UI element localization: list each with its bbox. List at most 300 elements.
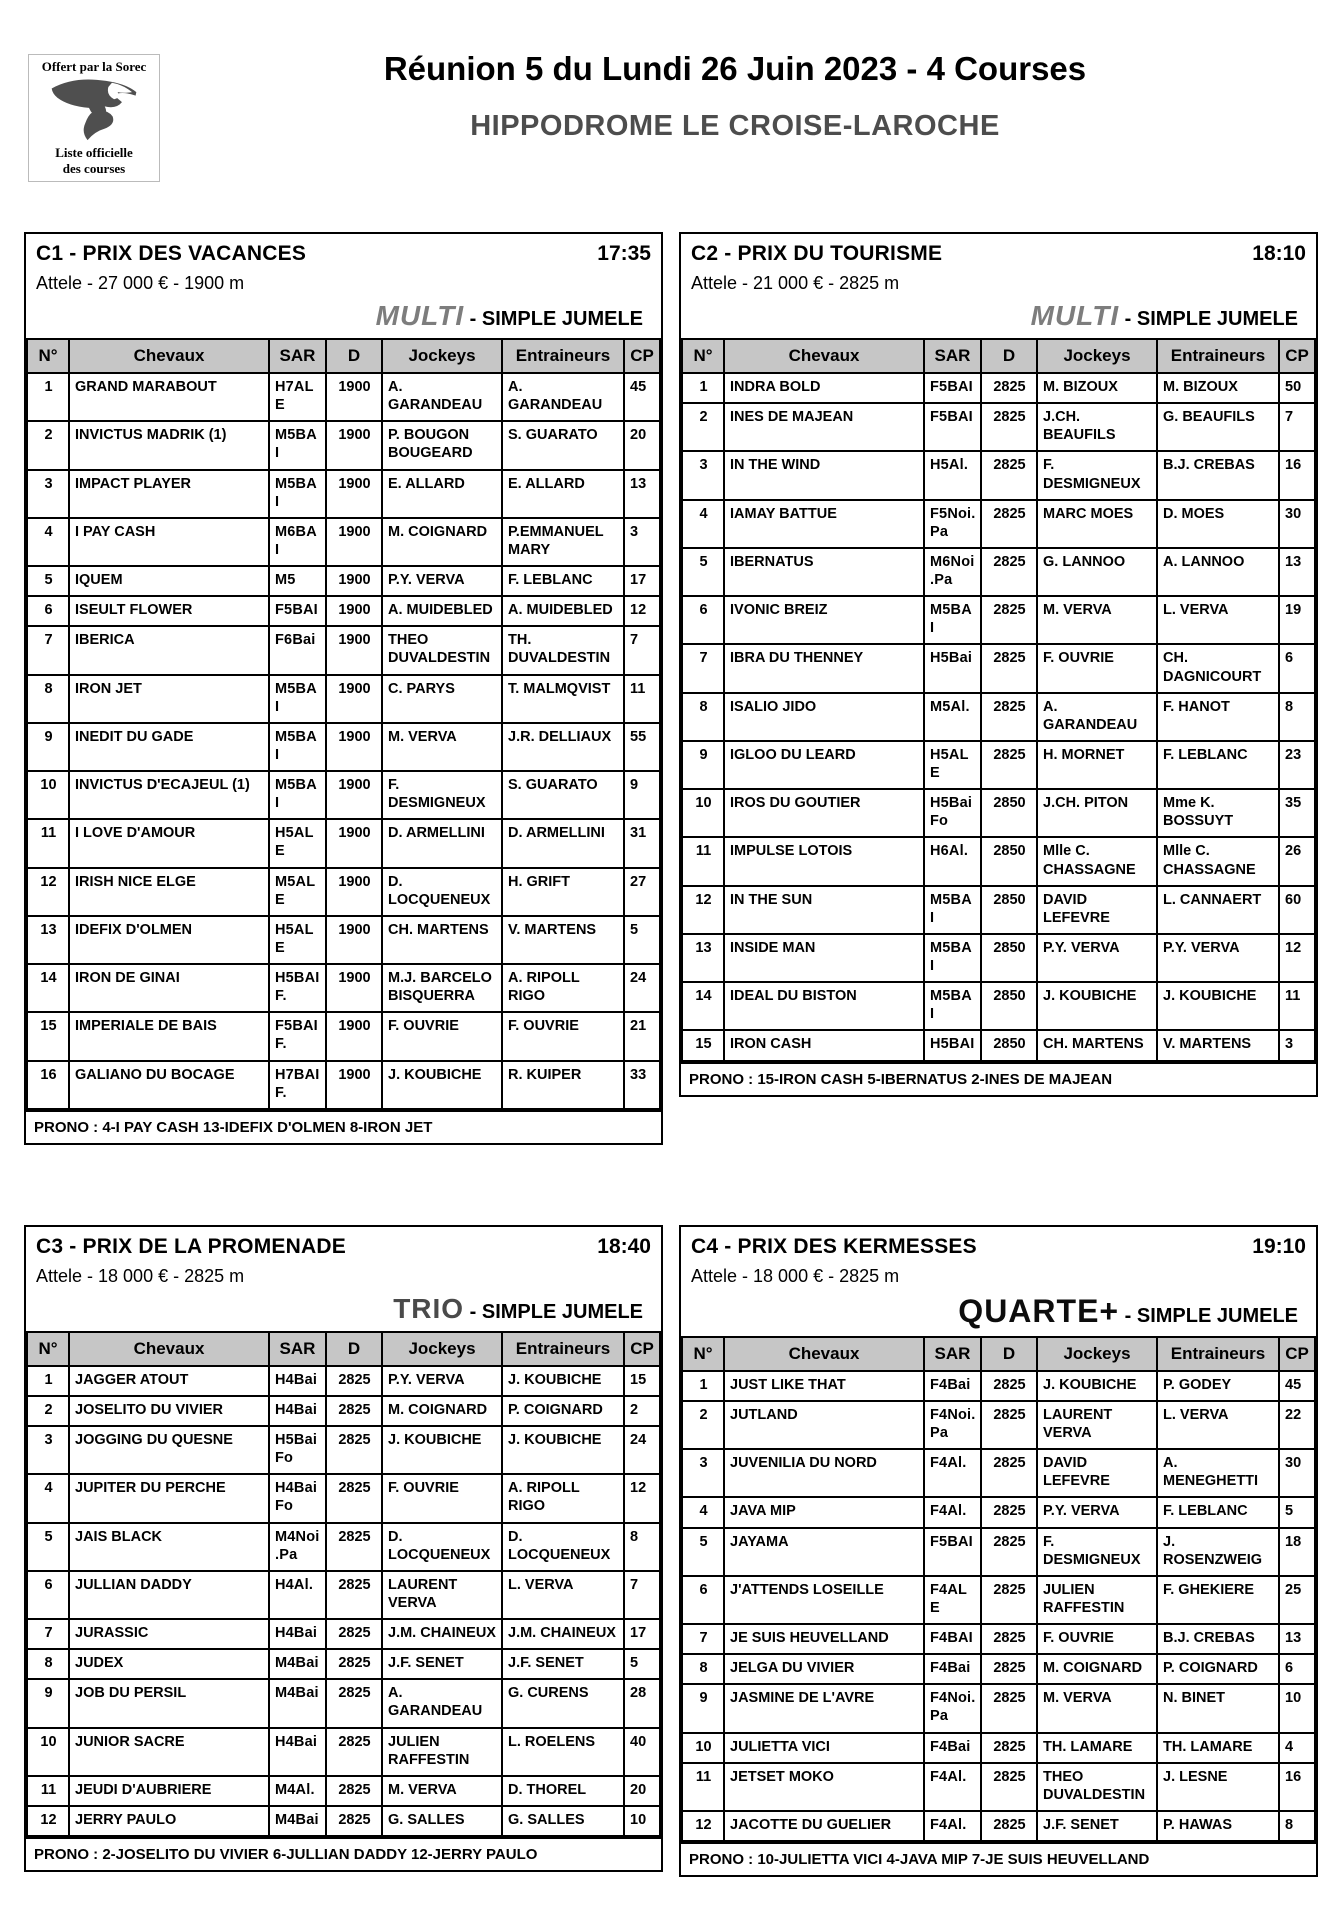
column-header-trainer: Entraineurs bbox=[502, 1332, 624, 1366]
cell-d: 1900 bbox=[326, 771, 382, 819]
column-header-cp: CP bbox=[624, 1332, 660, 1366]
cell-jockey: D. LOCQUENEUX bbox=[382, 868, 502, 916]
cell-trainer: A. MENEGHETTI bbox=[1157, 1449, 1279, 1497]
column-header-num: N° bbox=[682, 339, 724, 373]
cell-sar: H4Bai bbox=[269, 1366, 326, 1396]
race-conditions: Attele - 27 000 € - 1900 m bbox=[36, 273, 245, 293]
column-header-trainer: Entraineurs bbox=[502, 339, 624, 373]
table-row bbox=[682, 1684, 1315, 1732]
cell-trainer: D. THOREL bbox=[502, 1776, 624, 1806]
table-row bbox=[27, 421, 660, 469]
cell-cp: 21 bbox=[624, 1012, 660, 1060]
cell-horse: IMPERIALE DE BAIS bbox=[69, 1012, 269, 1060]
cell-cp: 26 bbox=[1279, 837, 1315, 885]
cell-trainer: S. GUARATO bbox=[502, 421, 624, 469]
cell-sar: H4Al. bbox=[269, 1571, 326, 1619]
cell-cp: 27 bbox=[624, 868, 660, 916]
cell-sar: H5BAI bbox=[924, 1030, 981, 1060]
cell-trainer: V. MARTENS bbox=[502, 916, 624, 964]
cell-trainer: TH. DUVALDESTIN bbox=[502, 626, 624, 674]
table-row bbox=[27, 1426, 660, 1474]
cell-horse: IBRA DU THENNEY bbox=[724, 644, 924, 692]
cell-jockey: A. MUIDEBLED bbox=[382, 596, 502, 626]
cell-d: 2825 bbox=[981, 693, 1037, 741]
cell-d: 2825 bbox=[981, 1733, 1037, 1763]
cell-horse: JAIS BLACK bbox=[69, 1523, 269, 1571]
cell-sar: M5ALE bbox=[269, 868, 326, 916]
table-row bbox=[27, 1806, 660, 1836]
race-header bbox=[681, 1227, 1316, 1336]
cell-d: 2825 bbox=[981, 500, 1037, 548]
cell-jockey: D. ARMELLINI bbox=[382, 819, 502, 867]
cell-d: 2850 bbox=[981, 789, 1037, 837]
cell-num: 7 bbox=[682, 1624, 724, 1654]
cell-d: 1900 bbox=[326, 819, 382, 867]
cell-horse: JUPITER DU PERCHE bbox=[69, 1474, 269, 1522]
race-title: C4 - PRIX DES KERMESSES bbox=[691, 1234, 977, 1258]
cell-d: 2825 bbox=[981, 548, 1037, 596]
cell-jockey: E. ALLARD bbox=[382, 470, 502, 518]
cell-d: 2850 bbox=[981, 934, 1037, 982]
cell-d: 2825 bbox=[981, 373, 1037, 403]
cell-trainer: M. BIZOUX bbox=[1157, 373, 1279, 403]
cell-cp: 4 bbox=[1279, 1733, 1315, 1763]
cell-trainer: A. MUIDEBLED bbox=[502, 596, 624, 626]
bet-type-line bbox=[691, 1287, 1306, 1334]
cell-horse: JACOTTE DU GUELIER bbox=[724, 1811, 924, 1841]
cell-sar: H4Bai bbox=[269, 1619, 326, 1649]
cell-sar: M5BAI bbox=[269, 421, 326, 469]
table-row bbox=[27, 1619, 660, 1649]
bet-type-line bbox=[36, 294, 651, 336]
horse-icon bbox=[36, 77, 152, 143]
race-section-c2 bbox=[679, 232, 1318, 1097]
cell-d: 1900 bbox=[326, 596, 382, 626]
cell-horse: IRISH NICE ELGE bbox=[69, 868, 269, 916]
cell-jockey: J.M. CHAINEUX bbox=[382, 1619, 502, 1649]
cell-jockey: CH. MARTENS bbox=[382, 916, 502, 964]
cell-trainer: Mlle C. CHASSAGNE bbox=[1157, 837, 1279, 885]
table-row bbox=[27, 1523, 660, 1571]
cell-jockey: M. VERVA bbox=[1037, 596, 1157, 644]
column-header-d: D bbox=[326, 339, 382, 373]
cell-d: 2825 bbox=[981, 1654, 1037, 1684]
cell-horse: IGLOO DU LEARD bbox=[724, 741, 924, 789]
cell-sar: H5ALE bbox=[924, 741, 981, 789]
cell-sar: F4Bai bbox=[924, 1733, 981, 1763]
cell-jockey: M. VERVA bbox=[1037, 1684, 1157, 1732]
cell-jockey: F. DESMIGNEUX bbox=[1037, 1528, 1157, 1576]
cell-horse: IQUEM bbox=[69, 566, 269, 596]
table-row bbox=[682, 741, 1315, 789]
cell-num: 4 bbox=[682, 1497, 724, 1527]
prono-line: PRONO : 4-I PAY CASH 13-IDEFIX D'OLMEN 8-IRON JET bbox=[26, 1110, 661, 1143]
cell-cp: 12 bbox=[1279, 934, 1315, 982]
cell-horse: IDEFIX D'OLMEN bbox=[69, 916, 269, 964]
table-row bbox=[27, 470, 660, 518]
table-row bbox=[27, 373, 660, 421]
table-row bbox=[682, 1763, 1315, 1811]
cell-num: 9 bbox=[27, 1679, 69, 1727]
cell-trainer: J. KOUBICHE bbox=[1157, 982, 1279, 1030]
cell-jockey: F. OUVRIE bbox=[382, 1012, 502, 1060]
cell-horse: GALIANO DU BOCAGE bbox=[69, 1061, 269, 1109]
cell-num: 4 bbox=[27, 518, 69, 566]
cell-cp: 7 bbox=[624, 626, 660, 674]
cell-trainer: L. VERVA bbox=[1157, 596, 1279, 644]
cell-cp: 31 bbox=[624, 819, 660, 867]
cell-cp: 24 bbox=[624, 964, 660, 1012]
column-header-jockey: Jockeys bbox=[382, 1332, 502, 1366]
cell-d: 2825 bbox=[326, 1619, 382, 1649]
cell-d: 2825 bbox=[981, 1684, 1037, 1732]
cell-num: 8 bbox=[682, 693, 724, 741]
cell-num: 8 bbox=[27, 1649, 69, 1679]
cell-num: 5 bbox=[682, 548, 724, 596]
column-header-horse: Chevaux bbox=[724, 1337, 924, 1371]
cell-sar: F5BAI bbox=[924, 403, 981, 451]
cell-jockey: M. VERVA bbox=[382, 723, 502, 771]
cell-cp: 5 bbox=[624, 1649, 660, 1679]
table-row bbox=[682, 886, 1315, 934]
cell-num: 8 bbox=[27, 675, 69, 723]
cell-horse: IBERNATUS bbox=[724, 548, 924, 596]
table-row bbox=[682, 982, 1315, 1030]
cell-num: 1 bbox=[27, 1366, 69, 1396]
races-grid bbox=[24, 232, 1309, 1877]
cell-d: 2825 bbox=[981, 1763, 1037, 1811]
cell-jockey: THEO DUVALDESTIN bbox=[1037, 1763, 1157, 1811]
cell-horse: JERRY PAULO bbox=[69, 1806, 269, 1836]
table-row bbox=[682, 1497, 1315, 1527]
cell-num: 15 bbox=[682, 1030, 724, 1060]
table-row bbox=[682, 1733, 1315, 1763]
race-start-time: 17:35 bbox=[597, 242, 651, 265]
cell-trainer: L. CANNAERT bbox=[1157, 886, 1279, 934]
cell-sar: H6Al. bbox=[924, 837, 981, 885]
cell-d: 2850 bbox=[981, 982, 1037, 1030]
race-title: C2 - PRIX DU TOURISME bbox=[691, 242, 943, 265]
cell-d: 2850 bbox=[981, 1030, 1037, 1060]
runners-table bbox=[681, 1336, 1316, 1842]
cell-cp: 8 bbox=[1279, 1811, 1315, 1841]
cell-num: 2 bbox=[682, 1401, 724, 1449]
table-row bbox=[27, 1571, 660, 1619]
table-row bbox=[682, 934, 1315, 982]
cell-num: 14 bbox=[682, 982, 724, 1030]
cell-num: 14 bbox=[27, 964, 69, 1012]
bet-type-line bbox=[691, 294, 1306, 336]
cell-d: 1900 bbox=[326, 1012, 382, 1060]
cell-cp: 16 bbox=[1279, 451, 1315, 499]
table-body bbox=[682, 1371, 1315, 1841]
cell-horse: JOSELITO DU VIVIER bbox=[69, 1396, 269, 1426]
column-header-sar: SAR bbox=[924, 1337, 981, 1371]
runners-table bbox=[26, 338, 661, 1110]
cell-trainer: CH. DAGNICOURT bbox=[1157, 644, 1279, 692]
cell-cp: 17 bbox=[624, 1619, 660, 1649]
cell-sar: F5BAI bbox=[924, 1528, 981, 1576]
cell-horse: JOGGING DU QUESNE bbox=[69, 1426, 269, 1474]
cell-sar: M6Noi.Pa bbox=[924, 548, 981, 596]
cell-num: 11 bbox=[27, 819, 69, 867]
cell-sar: F4Noi.Pa bbox=[924, 1684, 981, 1732]
cell-trainer: E. ALLARD bbox=[502, 470, 624, 518]
cell-sar: H5ALE bbox=[269, 916, 326, 964]
table-row bbox=[27, 626, 660, 674]
table-row bbox=[682, 693, 1315, 741]
cell-cp: 45 bbox=[624, 373, 660, 421]
cell-d: 2825 bbox=[326, 1571, 382, 1619]
cell-horse: INES DE MAJEAN bbox=[724, 403, 924, 451]
header-row bbox=[682, 1337, 1315, 1371]
cell-num: 2 bbox=[27, 421, 69, 469]
race-header bbox=[26, 234, 661, 338]
cell-sar: H5Al. bbox=[924, 451, 981, 499]
cell-cp: 28 bbox=[624, 1679, 660, 1727]
cell-trainer: F. GHEKIERE bbox=[1157, 1576, 1279, 1624]
cell-horse: INSIDE MAN bbox=[724, 934, 924, 982]
cell-num: 11 bbox=[682, 837, 724, 885]
cell-trainer: N. BINET bbox=[1157, 1684, 1279, 1732]
cell-jockey: A. GARANDEAU bbox=[382, 373, 502, 421]
cell-d: 2825 bbox=[981, 451, 1037, 499]
cell-cp: 55 bbox=[624, 723, 660, 771]
cell-horse: IRON CASH bbox=[724, 1030, 924, 1060]
cell-jockey: P.Y. VERVA bbox=[382, 566, 502, 596]
bet-type-line bbox=[36, 1287, 651, 1329]
cell-trainer: J. KOUBICHE bbox=[502, 1366, 624, 1396]
table-row bbox=[682, 596, 1315, 644]
column-header-horse: Chevaux bbox=[69, 1332, 269, 1366]
cell-trainer: P. COIGNARD bbox=[502, 1396, 624, 1426]
cell-cp: 13 bbox=[1279, 548, 1315, 596]
table-row bbox=[27, 771, 660, 819]
cell-cp: 2 bbox=[624, 1396, 660, 1426]
cell-sar: F4Bai bbox=[924, 1654, 981, 1684]
cell-trainer: D. ARMELLINI bbox=[502, 819, 624, 867]
cell-cp: 18 bbox=[1279, 1528, 1315, 1576]
cell-num: 7 bbox=[27, 626, 69, 674]
cell-cp: 17 bbox=[624, 566, 660, 596]
cell-d: 2825 bbox=[326, 1474, 382, 1522]
cell-horse: ISALIO JIDO bbox=[724, 693, 924, 741]
cell-cp: 24 bbox=[624, 1426, 660, 1474]
cell-num: 1 bbox=[682, 373, 724, 403]
cell-jockey: DAVID LEFEVRE bbox=[1037, 1449, 1157, 1497]
cell-cp: 30 bbox=[1279, 1449, 1315, 1497]
table-row bbox=[27, 1474, 660, 1522]
cell-jockey: LAURENT VERVA bbox=[382, 1571, 502, 1619]
cell-sar: M4Bai bbox=[269, 1679, 326, 1727]
race-start-time: 18:40 bbox=[597, 1234, 651, 1258]
cell-sar: F4Noi.Pa bbox=[924, 1401, 981, 1449]
table-row bbox=[27, 518, 660, 566]
cell-trainer: Mme K. BOSSUYT bbox=[1157, 789, 1279, 837]
cell-cp: 7 bbox=[1279, 403, 1315, 451]
cell-horse: IN THE WIND bbox=[724, 451, 924, 499]
header-row bbox=[27, 1332, 660, 1366]
table-row bbox=[682, 1576, 1315, 1624]
cell-d: 2825 bbox=[981, 403, 1037, 451]
cell-horse: IRON JET bbox=[69, 675, 269, 723]
cell-sar: F6Bai bbox=[269, 626, 326, 674]
cell-trainer: G. BEAUFILS bbox=[1157, 403, 1279, 451]
cell-sar: H5BAI F. bbox=[269, 964, 326, 1012]
cell-cp: 5 bbox=[624, 916, 660, 964]
table-row bbox=[682, 451, 1315, 499]
table-row bbox=[27, 723, 660, 771]
race-title: C1 - PRIX DES VACANCES bbox=[36, 242, 307, 265]
cell-d: 2825 bbox=[981, 1624, 1037, 1654]
cell-trainer: B.J. CREBAS bbox=[1157, 451, 1279, 499]
table-row bbox=[682, 1371, 1315, 1401]
cell-sar: M5BAI bbox=[269, 470, 326, 518]
cell-sar: F5BAI bbox=[269, 596, 326, 626]
race-start-time: 18:10 bbox=[1252, 242, 1306, 265]
column-header-d: D bbox=[326, 1332, 382, 1366]
cell-cp: 10 bbox=[624, 1806, 660, 1836]
cell-sar: H7ALE bbox=[269, 373, 326, 421]
race-title: C3 - PRIX DE LA PROMENADE bbox=[36, 1234, 346, 1258]
logo-bottom-line1: Liste officielle bbox=[55, 144, 133, 160]
cell-d: 2825 bbox=[326, 1426, 382, 1474]
table-row bbox=[27, 596, 660, 626]
cell-jockey: J.CH. BEAUFILS bbox=[1037, 403, 1157, 451]
cell-jockey: M.J. BARCELO BISQUERRA bbox=[382, 964, 502, 1012]
cell-num: 5 bbox=[682, 1528, 724, 1576]
cell-num: 13 bbox=[27, 916, 69, 964]
cell-cp: 8 bbox=[1279, 693, 1315, 741]
cell-num: 5 bbox=[27, 1523, 69, 1571]
cell-horse: JOB DU PERSIL bbox=[69, 1679, 269, 1727]
cell-horse: GRAND MARABOUT bbox=[69, 373, 269, 421]
cell-jockey: C. PARYS bbox=[382, 675, 502, 723]
prono-line: PRONO : 10-JULIETTA VICI 4-JAVA MIP 7-JE SUIS HEUVELLAND bbox=[681, 1842, 1316, 1875]
cell-jockey: F. OUVRIE bbox=[382, 1474, 502, 1522]
cell-jockey: H. MORNET bbox=[1037, 741, 1157, 789]
race-header bbox=[26, 1227, 661, 1331]
column-header-sar: SAR bbox=[924, 339, 981, 373]
cell-num: 2 bbox=[682, 403, 724, 451]
table-row bbox=[682, 500, 1315, 548]
cell-num: 12 bbox=[27, 868, 69, 916]
cell-horse: IVONIC BREIZ bbox=[724, 596, 924, 644]
cell-trainer: J.R. DELLIAUX bbox=[502, 723, 624, 771]
cell-cp: 12 bbox=[624, 1474, 660, 1522]
table-row bbox=[682, 373, 1315, 403]
cell-jockey: CH. MARTENS bbox=[1037, 1030, 1157, 1060]
cell-horse: INVICTUS D'ECAJEUL (1) bbox=[69, 771, 269, 819]
cell-jockey: J. KOUBICHE bbox=[1037, 982, 1157, 1030]
race-start-time: 19:10 bbox=[1252, 1234, 1306, 1258]
race-title-row bbox=[691, 242, 1306, 266]
cell-d: 1900 bbox=[326, 421, 382, 469]
bet-type: MULTI bbox=[375, 300, 465, 331]
cell-horse: JULIETTA VICI bbox=[724, 1733, 924, 1763]
cell-cp: 35 bbox=[1279, 789, 1315, 837]
cell-sar: M4Bai bbox=[269, 1649, 326, 1679]
cell-jockey: MARC MOES bbox=[1037, 500, 1157, 548]
cell-cp: 8 bbox=[624, 1523, 660, 1571]
cell-num: 2 bbox=[27, 1396, 69, 1426]
cell-cp: 30 bbox=[1279, 500, 1315, 548]
runners-table bbox=[26, 1331, 661, 1837]
cell-cp: 60 bbox=[1279, 886, 1315, 934]
cell-d: 1900 bbox=[326, 566, 382, 596]
table-row bbox=[27, 1776, 660, 1806]
table-head bbox=[682, 1337, 1315, 1371]
column-header-num: N° bbox=[27, 1332, 69, 1366]
cell-trainer: F. LEBLANC bbox=[1157, 1497, 1279, 1527]
cell-num: 12 bbox=[27, 1806, 69, 1836]
cell-sar: H4Bai bbox=[269, 1396, 326, 1426]
cell-d: 2825 bbox=[326, 1366, 382, 1396]
table-row bbox=[27, 1396, 660, 1426]
cell-d: 2825 bbox=[326, 1396, 382, 1426]
cell-d: 2825 bbox=[326, 1728, 382, 1776]
cell-num: 3 bbox=[682, 451, 724, 499]
cell-cp: 16 bbox=[1279, 1763, 1315, 1811]
cell-trainer: P. HAWAS bbox=[1157, 1811, 1279, 1841]
column-header-cp: CP bbox=[1279, 339, 1315, 373]
cell-num: 9 bbox=[27, 723, 69, 771]
cell-cp: 11 bbox=[1279, 982, 1315, 1030]
cell-num: 4 bbox=[682, 500, 724, 548]
cell-horse: IRON DE GINAI bbox=[69, 964, 269, 1012]
titles bbox=[24, 50, 1306, 143]
cell-horse: JUDEX bbox=[69, 1649, 269, 1679]
cell-d: 1900 bbox=[326, 518, 382, 566]
column-header-jockey: Jockeys bbox=[382, 339, 502, 373]
cell-cp: 10 bbox=[1279, 1684, 1315, 1732]
cell-d: 2825 bbox=[981, 1576, 1037, 1624]
cell-horse: IN THE SUN bbox=[724, 886, 924, 934]
cell-horse: INVICTUS MADRIK (1) bbox=[69, 421, 269, 469]
cell-num: 8 bbox=[682, 1654, 724, 1684]
cell-d: 1900 bbox=[326, 723, 382, 771]
table-head bbox=[682, 339, 1315, 373]
column-header-sar: SAR bbox=[269, 339, 326, 373]
cell-num: 12 bbox=[682, 886, 724, 934]
cell-cp: 33 bbox=[624, 1061, 660, 1109]
cell-trainer: D. LOCQUENEUX bbox=[502, 1523, 624, 1571]
cell-jockey: M. BIZOUX bbox=[1037, 373, 1157, 403]
prono-line: PRONO : 15-IRON CASH 5-IBERNATUS 2-INES DE MAJEAN bbox=[681, 1062, 1316, 1095]
cell-trainer: B.J. CREBAS bbox=[1157, 1624, 1279, 1654]
runners-table bbox=[681, 338, 1316, 1062]
cell-jockey: F. DESMIGNEUX bbox=[1037, 451, 1157, 499]
cell-horse: JULLIAN DADDY bbox=[69, 1571, 269, 1619]
cell-trainer: G. CURENS bbox=[502, 1679, 624, 1727]
cell-d: 2825 bbox=[326, 1806, 382, 1836]
cell-jockey: J.CH. PITON bbox=[1037, 789, 1157, 837]
cell-trainer: J.F. SENET bbox=[502, 1649, 624, 1679]
table-row bbox=[682, 1449, 1315, 1497]
cell-d: 1900 bbox=[326, 626, 382, 674]
column-header-trainer: Entraineurs bbox=[1157, 339, 1279, 373]
race-title-row bbox=[691, 1235, 1306, 1259]
column-header-num: N° bbox=[682, 1337, 724, 1371]
cell-sar: M4Bai bbox=[269, 1806, 326, 1836]
cell-trainer: T. MALMQVIST bbox=[502, 675, 624, 723]
cell-horse: IDEAL DU BISTON bbox=[724, 982, 924, 1030]
cell-trainer: P.EMMANUEL MARY bbox=[502, 518, 624, 566]
bet-suffix: - SIMPLE JUMELE bbox=[1119, 308, 1298, 330]
cell-cp: 6 bbox=[1279, 1654, 1315, 1684]
cell-sar: M4Noi.Pa bbox=[269, 1523, 326, 1571]
cell-jockey: JULIEN RAFFESTIN bbox=[382, 1728, 502, 1776]
